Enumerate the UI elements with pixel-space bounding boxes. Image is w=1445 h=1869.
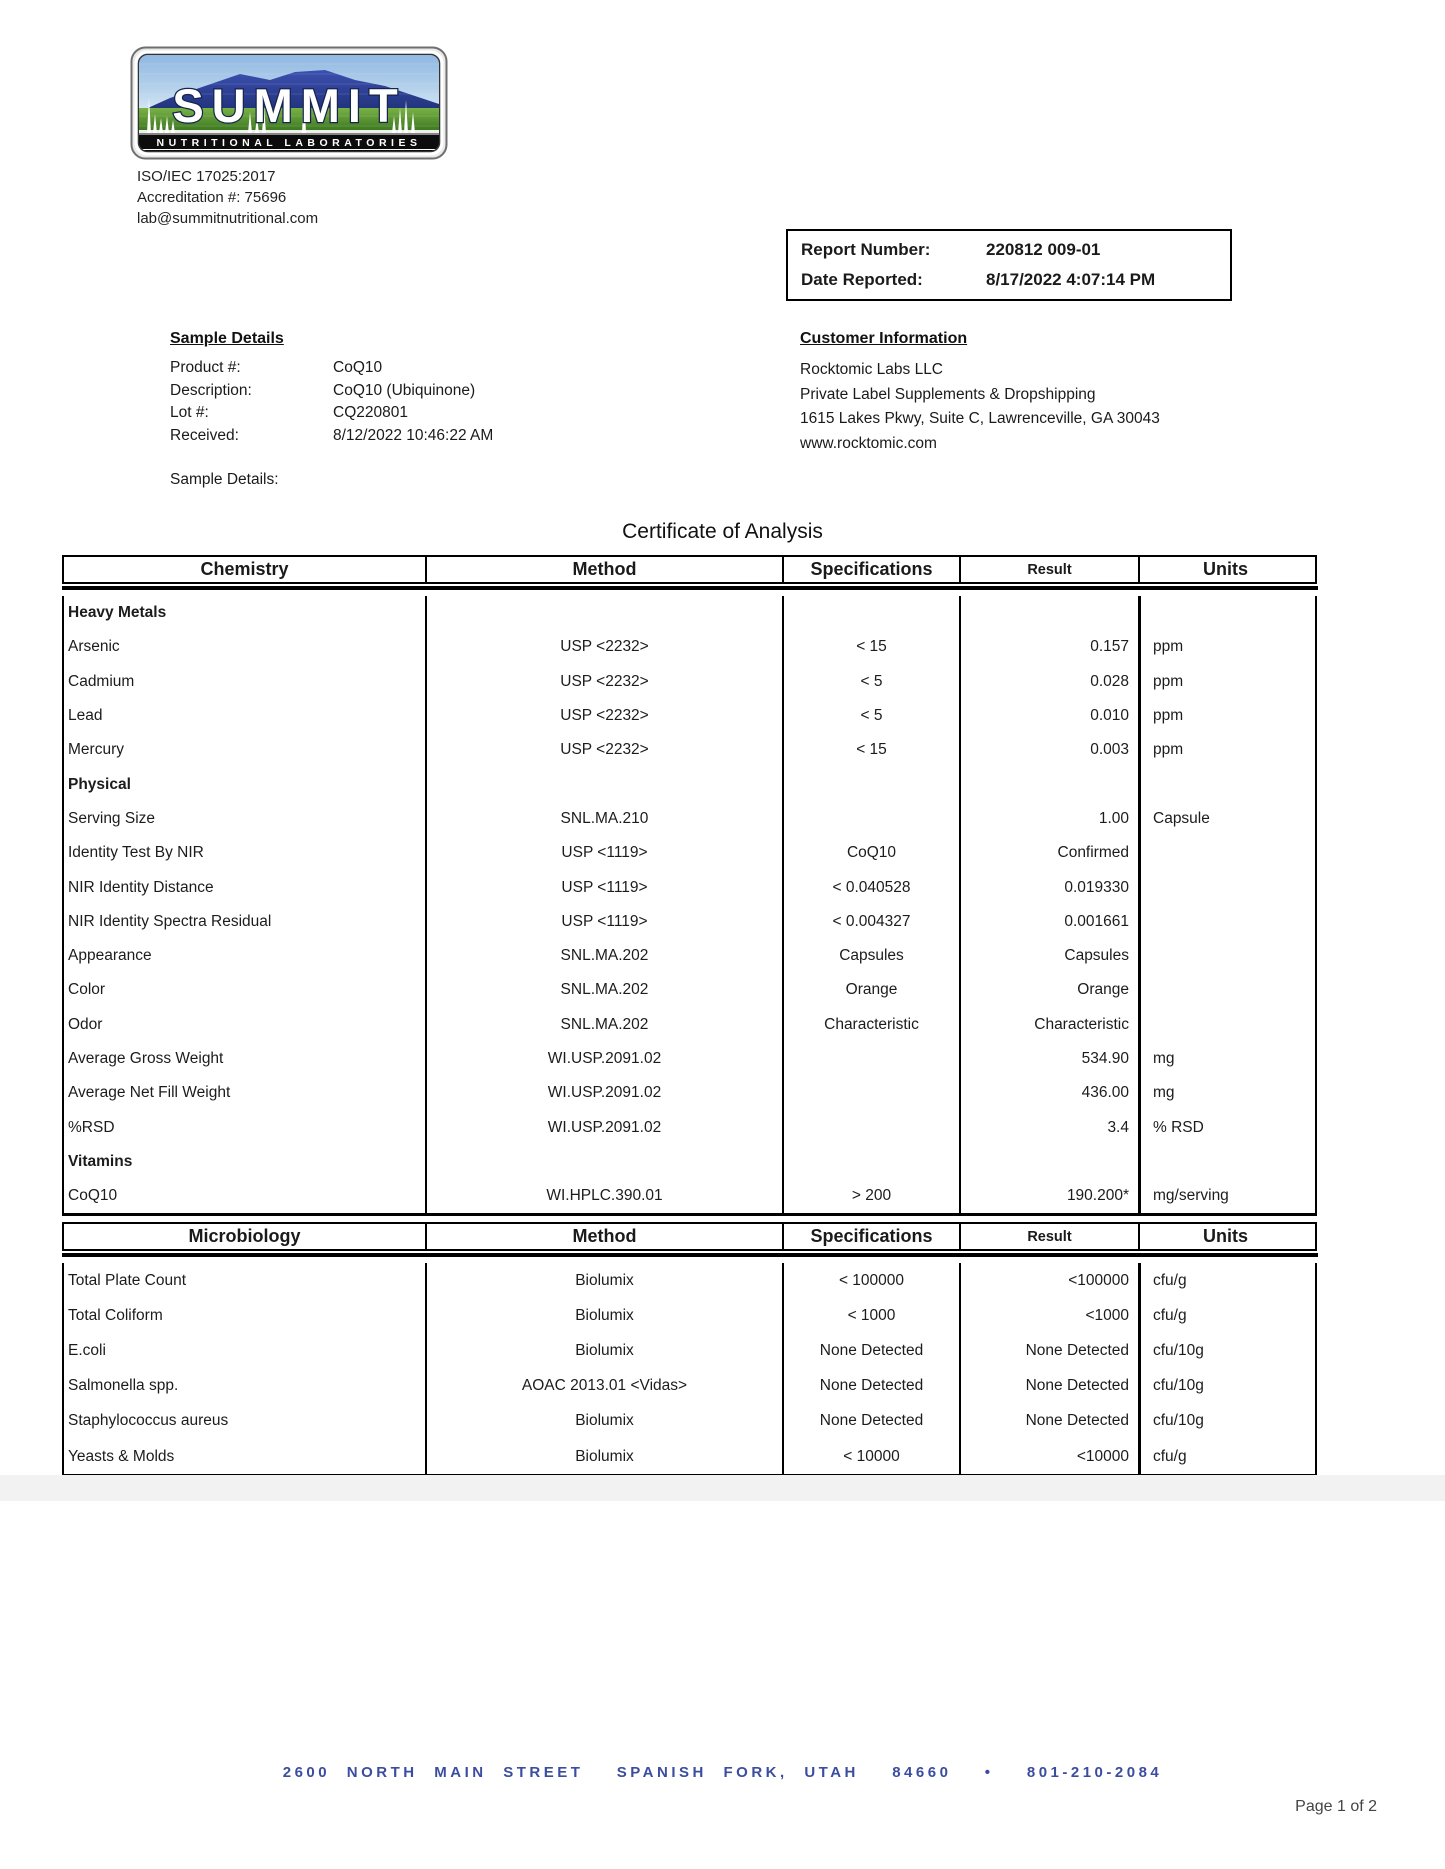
result-value: 0.157 [959, 630, 1138, 664]
lab-address-footer: 2600 NORTH MAIN STREET SPANISH FORK, UTAH 84660 • 801-210-2084 [282, 1764, 1163, 1781]
method-value: SNL.MA.210 [425, 802, 782, 836]
column-header: Method [425, 557, 782, 582]
units-value [1138, 870, 1311, 904]
specification-value [782, 1042, 959, 1076]
units-value: mg [1138, 1042, 1311, 1076]
page-number: Page 1 of 2 [1295, 1798, 1377, 1815]
method-value: Biolumix [425, 1298, 782, 1333]
accreditation-block [137, 166, 318, 229]
customer-info-heading: Customer Information [800, 330, 968, 347]
analyte-name: Appearance [68, 947, 152, 965]
column-header: Units [1138, 1224, 1311, 1249]
analyte-name: NIR Identity Spectra Residual [68, 912, 272, 930]
units-value [1138, 905, 1311, 939]
analyte-name: %RSD [68, 1118, 115, 1136]
method-value: USP <2232> [425, 699, 782, 733]
column-header: Result [959, 557, 1138, 582]
scan-artifact-band [0, 1475, 1445, 1501]
iso-standard: ISO/IEC 17025:2017 [137, 168, 276, 185]
field-value: CoQ10 (Ubiquinone) [333, 381, 476, 399]
analyte-name: Serving Size [68, 809, 156, 827]
column-header: Method [425, 1224, 782, 1249]
result-value: Orange [959, 973, 1138, 1007]
analyte-name: Total Plate Count [68, 1271, 187, 1289]
table-row [64, 870, 1315, 904]
result-value: None Detected [959, 1369, 1138, 1404]
units-value: ppm [1138, 630, 1311, 664]
specification-value: < 100000 [782, 1263, 959, 1298]
column-header: Specifications [782, 1224, 959, 1249]
method-value [425, 767, 782, 801]
specification-value: None Detected [782, 1369, 959, 1404]
method-value [425, 596, 782, 630]
method-value: SNL.MA.202 [425, 1008, 782, 1042]
section-row [64, 767, 1315, 801]
microbiology-table-header [62, 1222, 1317, 1251]
info-line: www.rocktomic.com [800, 434, 937, 452]
table-row [64, 1404, 1315, 1439]
units-value [1138, 1145, 1311, 1179]
customer-info-lines [800, 358, 1360, 456]
result-value: 0.019330 [959, 870, 1138, 904]
units-value: cfu/10g [1138, 1369, 1311, 1404]
chemistry-table-body [62, 596, 1317, 1216]
table-row [64, 733, 1315, 767]
column-header: Chemistry [200, 559, 289, 579]
analyte-name: Color [68, 981, 106, 999]
units-value: mg/serving [1138, 1179, 1311, 1213]
analyte-name: Total Coliform [68, 1306, 163, 1324]
result-value: 0.001661 [959, 905, 1138, 939]
microbiology-table [62, 1222, 1317, 1477]
method-value: WI.HPLC.390.01 [425, 1179, 782, 1213]
sample-details-heading: Sample Details [170, 330, 284, 347]
chemistry-table-header [62, 555, 1317, 584]
info-line: Private Label Supplements & Dropshipping [800, 385, 1096, 403]
report-number-label: Report Number: [801, 240, 931, 259]
result-value: Confirmed [959, 836, 1138, 870]
analyte-name: Arsenic [68, 638, 120, 656]
specification-value: < 15 [782, 733, 959, 767]
summit-logo [130, 46, 448, 160]
analyte-name: Vitamins [68, 1152, 133, 1170]
analyte-name: E.coli [68, 1341, 106, 1359]
sample-details-extra-label: Sample Details: [170, 471, 279, 488]
method-value: USP <2232> [425, 665, 782, 699]
table-row [64, 1298, 1315, 1333]
date-reported-value: 8/17/2022 4:07:14 PM [986, 270, 1156, 289]
table-row [64, 939, 1315, 973]
specification-value: None Detected [782, 1404, 959, 1439]
logo-subtitle-text: NUTRITIONAL LABORATORIES [156, 137, 422, 149]
analyte-name: Odor [68, 1015, 103, 1033]
field-label: Lot #: [170, 404, 209, 421]
method-value: USP <2232> [425, 630, 782, 664]
method-value: USP <1119> [425, 870, 782, 904]
specification-value: < 0.040528 [782, 870, 959, 904]
method-value [425, 1145, 782, 1179]
table-row [64, 1439, 1315, 1474]
units-value: mg [1138, 1076, 1311, 1110]
table-row [64, 1369, 1315, 1404]
analyte-name: Cadmium [68, 672, 135, 690]
units-value: cfu/10g [1138, 1333, 1311, 1368]
method-value: USP <1119> [425, 905, 782, 939]
method-value: USP <2232> [425, 733, 782, 767]
analyte-name: Average Gross Weight [68, 1050, 224, 1067]
column-header: Units [1138, 557, 1311, 582]
analyte-name: Identity Test By NIR [68, 844, 204, 862]
units-value: cfu/g [1138, 1298, 1311, 1333]
table-row [64, 1110, 1315, 1144]
method-value: Biolumix [425, 1333, 782, 1368]
table-row [64, 1008, 1315, 1042]
method-value: SNL.MA.202 [425, 939, 782, 973]
result-value: <1000 [959, 1298, 1138, 1333]
customer-info-section [800, 330, 1360, 456]
logo-title-text: SUMMIT [172, 79, 406, 132]
result-value: 0.028 [959, 665, 1138, 699]
analyte-name: Average Net Fill Weight [68, 1084, 231, 1102]
method-value: WI.USP.2091.02 [425, 1042, 782, 1076]
result-value: <10000 [959, 1439, 1138, 1474]
method-value: Biolumix [425, 1263, 782, 1298]
specification-value: Characteristic [782, 1008, 959, 1042]
specification-value: < 5 [782, 665, 959, 699]
result-value: None Detected [959, 1404, 1138, 1439]
table-row [64, 973, 1315, 1007]
result-value: <100000 [959, 1263, 1138, 1298]
analyte-name: Lead [68, 707, 103, 725]
method-value: Biolumix [425, 1439, 782, 1474]
units-value: ppm [1138, 733, 1311, 767]
specification-value: Orange [782, 973, 959, 1007]
result-value: Characteristic [959, 1008, 1138, 1042]
table-row [64, 1263, 1315, 1298]
method-value: AOAC 2013.01 <Vidas> [425, 1369, 782, 1404]
sample-details-fields [170, 357, 730, 447]
result-value: 534.90 [959, 1042, 1138, 1076]
field-value: CQ220801 [333, 404, 408, 421]
table-row [64, 1076, 1315, 1110]
microbiology-table-body [62, 1263, 1317, 1477]
units-value [1138, 836, 1311, 870]
table-row [64, 802, 1315, 836]
table-row [64, 836, 1315, 870]
report-number-value: 220812 009-01 [986, 240, 1101, 259]
units-value: ppm [1138, 699, 1311, 733]
table-row [64, 630, 1315, 664]
section-row [64, 596, 1315, 630]
analyte-name: Salmonella spp. [68, 1377, 179, 1395]
analyte-name: Yeasts & Molds [68, 1447, 175, 1465]
result-value: 0.010 [959, 699, 1138, 733]
analyte-name: CoQ10 [68, 1187, 118, 1205]
specification-value: CoQ10 [782, 836, 959, 870]
units-value [1138, 939, 1311, 973]
detail-row [170, 402, 730, 425]
result-value [959, 596, 1138, 630]
specification-value: < 1000 [782, 1298, 959, 1333]
units-value: ppm [1138, 665, 1311, 699]
section-row [64, 1145, 1315, 1179]
field-value: CoQ10 [333, 359, 383, 376]
table-row [64, 699, 1315, 733]
lab-email: lab@summitnutritional.com [137, 210, 319, 227]
info-line: 1615 Lakes Pkwy, Suite C, Lawrenceville, GA 30043 [800, 410, 1160, 427]
units-value [1138, 973, 1311, 1007]
chemistry-table [62, 555, 1317, 1216]
specification-value [782, 767, 959, 801]
specification-value: > 200 [782, 1179, 959, 1213]
field-label: Product #: [170, 359, 241, 376]
analyte-name: Heavy Metals [68, 604, 167, 622]
analyte-name: Staphylococcus aureus [68, 1412, 229, 1430]
table-row [64, 905, 1315, 939]
result-value [959, 1145, 1138, 1179]
field-label: Description: [170, 381, 252, 399]
specification-value [782, 1145, 959, 1179]
accreditation-number: Accreditation #: 75696 [137, 189, 287, 206]
specification-value: < 5 [782, 699, 959, 733]
result-value: Capsules [959, 939, 1138, 973]
specification-value [782, 1110, 959, 1144]
method-value: USP <1119> [425, 836, 782, 870]
units-value: % RSD [1138, 1110, 1311, 1144]
specification-value: < 10000 [782, 1439, 959, 1474]
units-value [1138, 1008, 1311, 1042]
units-value: cfu/g [1138, 1439, 1311, 1474]
result-value: 190.200* [959, 1179, 1138, 1213]
column-header: Microbiology [188, 1226, 301, 1246]
field-value: 8/12/2022 10:46:22 AM [333, 426, 494, 444]
units-value: Capsule [1138, 802, 1311, 836]
specification-value: < 0.004327 [782, 905, 959, 939]
sample-details-section [170, 330, 730, 447]
table-row [64, 1333, 1315, 1368]
detail-row [170, 357, 730, 380]
table-row [64, 665, 1315, 699]
specification-value [782, 1076, 959, 1110]
units-value [1138, 767, 1311, 801]
method-value: SNL.MA.202 [425, 973, 782, 1007]
table-row [64, 1179, 1315, 1213]
result-value: 1.00 [959, 802, 1138, 836]
report-box [786, 229, 1232, 301]
result-value: None Detected [959, 1333, 1138, 1368]
info-line: Rocktomic Labs LLC [800, 361, 944, 378]
document-title: Certificate of Analysis [622, 520, 823, 543]
units-value [1138, 596, 1311, 630]
column-header: Specifications [782, 557, 959, 582]
result-value [959, 767, 1138, 801]
summit-logo-image [130, 46, 448, 160]
detail-row [170, 380, 730, 403]
method-value: WI.USP.2091.02 [425, 1076, 782, 1110]
date-reported-label: Date Reported: [801, 270, 923, 289]
field-label: Received: [170, 426, 239, 444]
table-row [64, 1042, 1315, 1076]
specification-value: < 15 [782, 630, 959, 664]
result-value: 3.4 [959, 1110, 1138, 1144]
method-value: WI.USP.2091.02 [425, 1110, 782, 1144]
units-value: cfu/10g [1138, 1404, 1311, 1439]
analyte-name: NIR Identity Distance [68, 878, 214, 896]
specification-value [782, 596, 959, 630]
detail-row [170, 425, 730, 448]
method-value: Biolumix [425, 1404, 782, 1439]
specification-value: None Detected [782, 1333, 959, 1368]
specification-value [782, 802, 959, 836]
units-value: cfu/g [1138, 1263, 1311, 1298]
column-header: Result [959, 1224, 1138, 1249]
analyte-name: Physical [68, 775, 131, 793]
analyte-name: Mercury [68, 741, 124, 759]
result-value: 436.00 [959, 1076, 1138, 1110]
result-value: 0.003 [959, 733, 1138, 767]
specification-value: Capsules [782, 939, 959, 973]
